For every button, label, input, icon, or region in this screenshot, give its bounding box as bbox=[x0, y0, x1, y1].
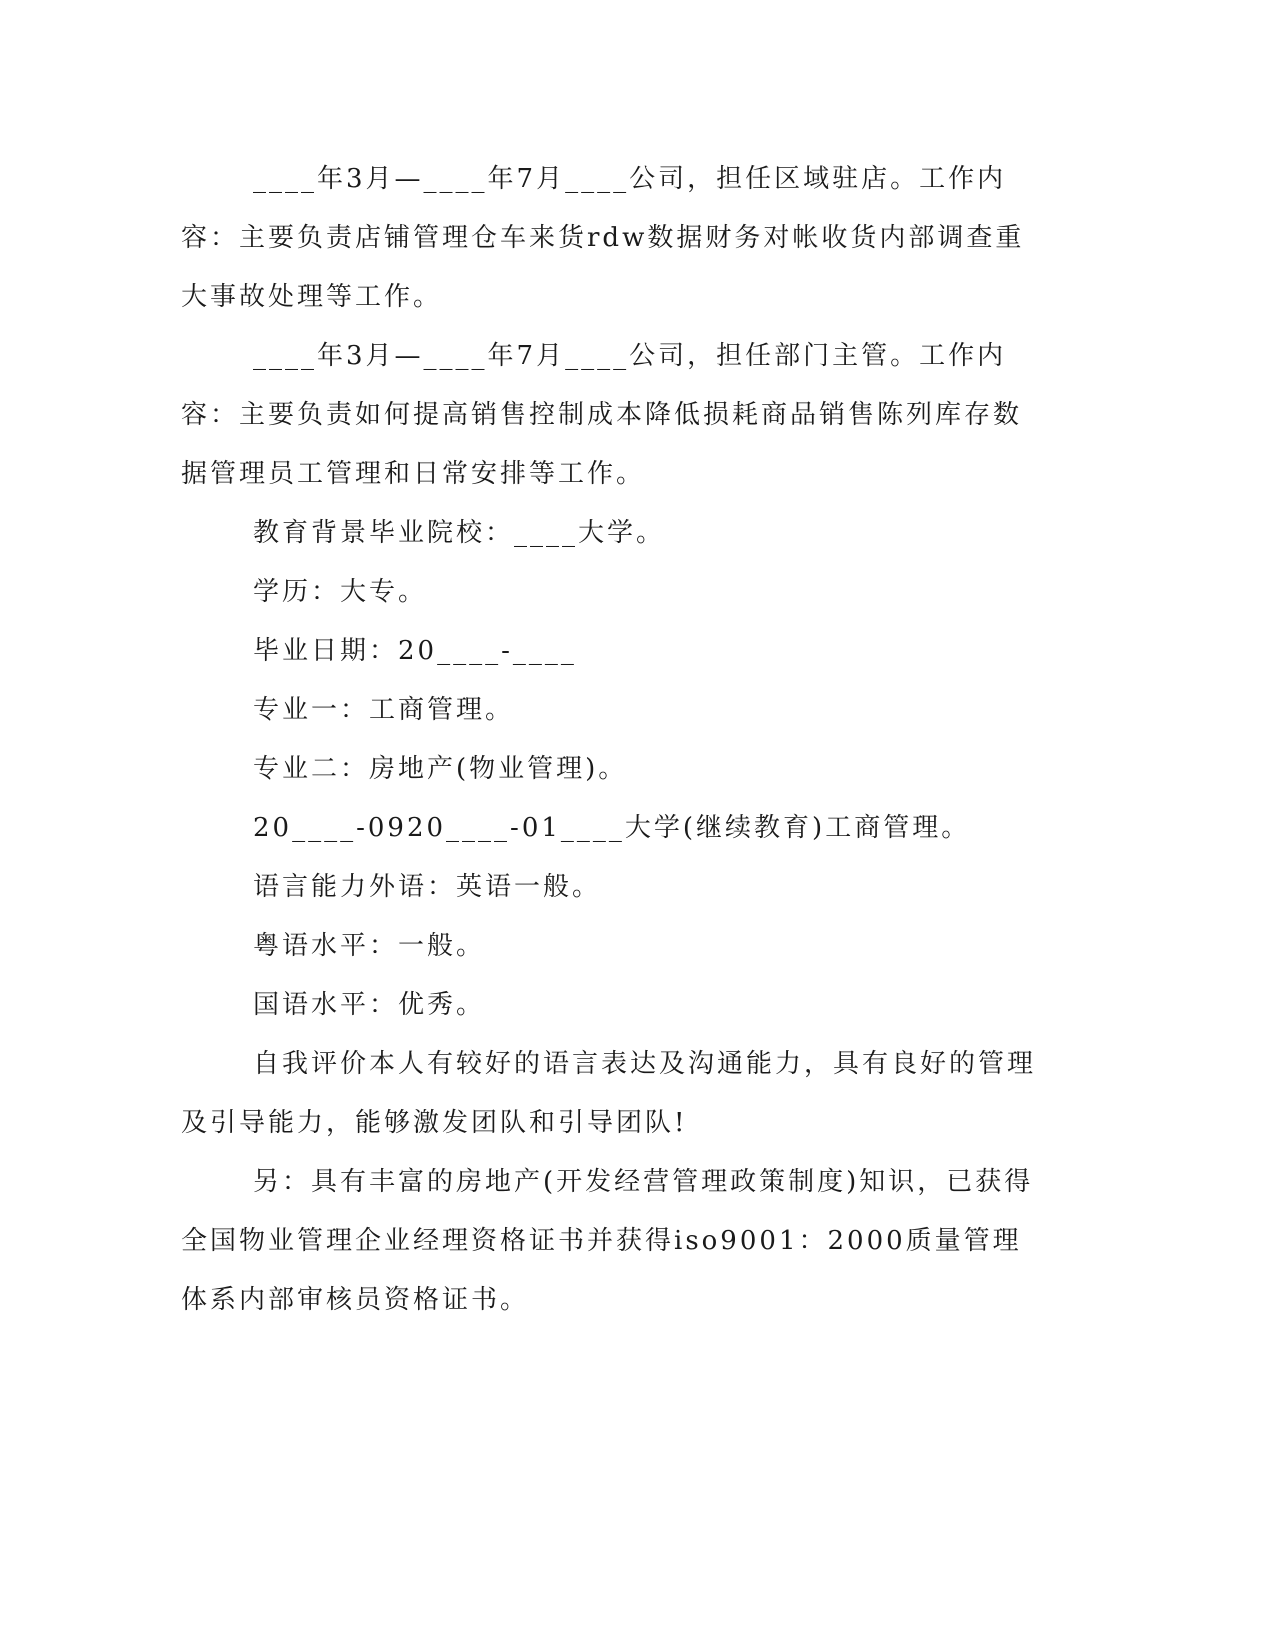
paragraph-continuing-education: 20____-0920____-01____大学(继续教育)工商管理。 bbox=[253, 813, 971, 843]
paragraph-work-experience-2: ____年3月—____年7月____公司，担任部门主管。工作内容：主要负责如何提高销售控制成本降低损耗商品销售陈列库存数据管理员工管理和日常安排等工作。 bbox=[181, 341, 1023, 489]
paragraph-self-evaluation: 自我评价本人有较好的语言表达及沟通能力，具有良好的管理及引导能力，能够激发团队和引导团队! bbox=[181, 1049, 1037, 1138]
paragraph-major-two: 专业二：房地产(物业管理)。 bbox=[253, 754, 628, 784]
document-body bbox=[181, 150, 1041, 1330]
paragraph-graduation-date: 毕业日期：20____-____ bbox=[253, 636, 577, 666]
paragraph-language-foreign: 语言能力外语：英语一般。 bbox=[253, 872, 602, 902]
paragraph-language-cantonese: 粤语水平：一般。 bbox=[253, 931, 486, 961]
paragraph-language-mandarin: 国语水平：优秀。 bbox=[253, 990, 486, 1020]
paragraph-education-degree: 学历：大专。 bbox=[253, 577, 428, 607]
paragraph-education-school: 教育背景毕业院校：____大学。 bbox=[253, 518, 666, 548]
paragraph-major-one: 专业一：工商管理。 bbox=[253, 695, 515, 725]
paragraph-additional-qualifications: 另：具有丰富的房地产(开发经营管理政策制度)知识，已获得全国物业管理企业经理资格证书并获得iso9001：2000质量管理体系内部审核员资格证书。 bbox=[181, 1167, 1034, 1315]
paragraph-work-experience-1: ____年3月—____年7月____公司，担任区域驻店。工作内容：主要负责店铺管理仓车来货rdw数据财务对帐收货内部调查重大事故处理等工作。 bbox=[181, 164, 1025, 312]
